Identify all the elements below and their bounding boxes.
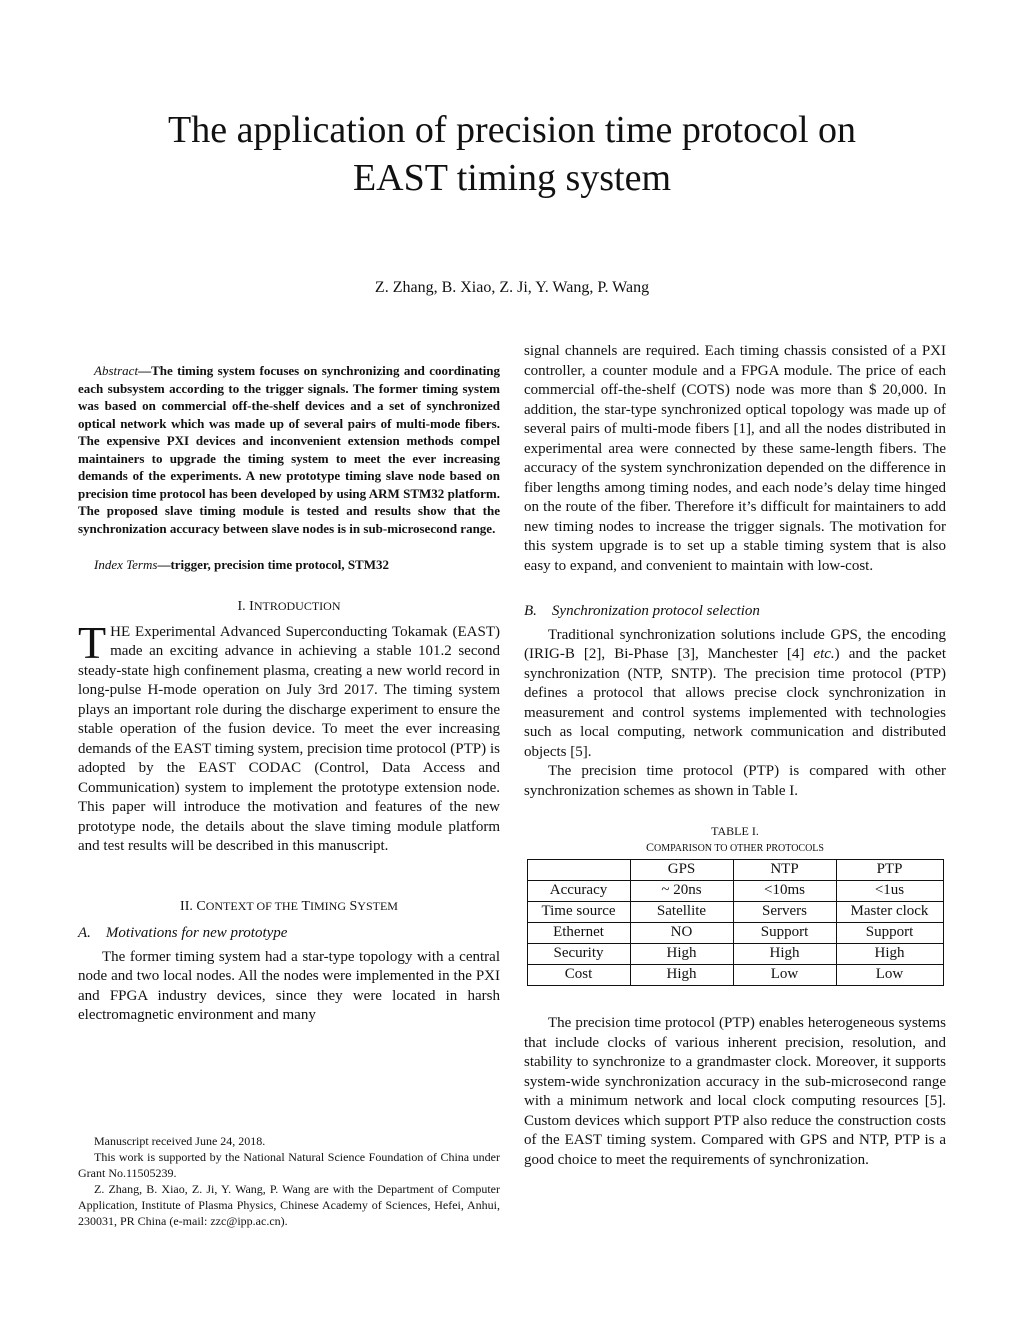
section-number: I. [237,599,246,614]
author-list: Z. Zhang, B. Xiao, Z. Ji, Y. Wang, P. Wang [374,279,650,296]
drop-cap: T [78,616,107,668]
introduction-text: HE Experimental Advanced Superconducting Tokamak (EAST) made an exciting advance in achieving a stable 101.2 second steady-state high confinement plasma, creating a new world record in long-pulse H-mode operation on July 3rd 2017. The timing system plays an important role during the discharge experiment to ensure the stable operation of the fusion device. To meet the ever increasing demands of the EAST timing system, precision time protocol (PTP) is adopted by the EAST CODAC (Control, Data Access and Communication) system to implement the prototype extension node. This paper will introduce the motivation and features of the new prototype node, the details about the slave timing module platform and test results will be described in this manuscript. [78,623,500,854]
table-header-cell: NTP [733,860,836,881]
right-column [524,342,946,1170]
table-header-cell [527,860,630,881]
section-heading-context [78,897,500,917]
table-cell: High [630,944,733,965]
text-run: ) and the packet synchronization (NTP, SNTP). The precision time protocol (PTP) defines a protocol that allows precise clock synchronization in measurement and control systems implemented with technologies such as local computing, network communication and distributed objects [5]. [524,646,946,760]
table-row [527,965,943,986]
table-cell: <10ms [733,881,836,902]
table-header-row [527,860,943,881]
index-terms-text: —trigger, precision time protocol, STM32 [157,557,389,572]
footnote-affiliation: Z. Zhang, B. Xiao, Z. Ji, Y. Wang, P. Wang are with the Department of Computer Application, Institute of Plasma Physics, Chinese Academy of Sciences, Hefei, Anhui, 230031, PR China (e-mail: zzc@ipp.ac.cn). [78,1182,500,1228]
section-number: II. [180,898,193,914]
ptp-summary-paragraph: The precision time protocol (PTP) enables heterogeneous systems that include clocks of various inherent precision, resolution, and stability to synchronize to a grandmaster clock. Moreover, it supports system-wide synchronization accuracy in the sub-microsecond range with a minimum network and local clock computing resources [5]. Custom devices which support PTP also reduce the construction costs of the EAST timing system. Compared with GPS and NTP, PTP is a good choice to meet the requirements of synchronization. [524,1015,946,1168]
table-row [527,902,943,923]
table-cell: Master clock [836,902,943,923]
section-title-first: I [249,599,254,614]
table-cell: High [630,965,733,986]
table-cell: High [836,944,943,965]
table-cell: NO [630,923,733,944]
index-terms-lead: Index Terms [94,557,158,572]
table-row [527,944,943,965]
subsection-heading-motivations: A. Motivations for new prototype [78,925,288,941]
footnote-received: Manuscript received June 24, 2018. [94,1134,266,1148]
section-title-part: S [349,898,358,914]
table-cell: Low [733,965,836,986]
section-title-part: T [301,898,310,914]
table-cell: Low [836,965,943,986]
table-cell: Accuracy [527,881,630,902]
title-line-2: EAST timing system [352,157,672,199]
motivations-paragraph-right: signal channels are required. Each timing chassis consisted of a PXI controller, a counter module and a FPGA module. The price of each commercial off-the-shelf (COTS) node was more than $ 20,000. In addition, the star-type synchronized optical topology was made up of several pairs of multi-mode fibers [1], and all the nodes distributed in experimental area were connected by these same-length fibers. The accuracy of the system synchronization depended on the difference in fiber lengths among timing nodes, and each node’s delay time hinged on the route of the fiber. Therefore it’s difficult for maintainers to add new timing nodes to increase the trigger signals. The motivation for this system upgrade is to set up a stable timing system that is also easy to expand, and convenient to maintain with low-cost. [524,343,946,574]
table-cell: Time source [527,902,630,923]
table-row [527,923,943,944]
table-cell: Servers [733,902,836,923]
table-cell: Satellite [630,902,733,923]
table-cell: Cost [527,965,630,986]
abstract-text: —The timing system focuses on synchronizing and coordinating each subsystem according to the trigger signals. The former timing system was based on commercial off-the-shelf devices and a set of synchronized optical network which was made up of several pairs of multi-mode fibers. The expensive PXI devices and inconvenient extension methods compel maintainers to upgrade the timing system to meet the ever increasing demands of the experiments. A new prototype timing slave node based on precision time protocol has been developed by using ARM STM32 platform. The proposed slave timing module is tested and results show that the synchronization accuracy between slave nodes is in sub-microsecond range. [78,363,500,536]
table-cell: Support [733,923,836,944]
section-title-part: IMING [310,898,346,913]
section-heading-introduction [78,597,500,617]
table-title [524,839,946,857]
table-cell: <1us [836,881,943,902]
abstract-lead: Abstract [94,363,139,378]
section-title-part: C [196,898,206,914]
footnote-funding: This work is supported by the National Natural Science Foundation of China under Grant No.11505239. [78,1150,500,1180]
left-column [78,362,500,1026]
introduction-paragraph [78,616,500,857]
section-title-part: YSTEM [357,898,398,913]
protocol-selection-paragraph-2: The precision time protocol (PTP) is compared with other synchronization schemes as shown in Table I. [524,763,946,799]
table-label: TABLE I. [711,824,759,838]
title-line-1: The application of precision time protocol on [167,109,857,151]
table-cell: High [733,944,836,965]
table-title-rest: OMPARISON TO OTHER PROTOCOLS [654,843,824,854]
section-title-rest: NTRODUCTION [253,599,341,613]
table-caption [524,823,946,857]
text-run-italic: etc. [813,646,835,662]
motivations-paragraph-left: The former timing system had a star-type topology with a central node and two local nodes. All the nodes were implemented in the PXI and FPGA industry devices, since they were located in harsh electromagnetic environment and many [78,948,500,1023]
comparison-table [527,859,944,986]
protocol-selection-paragraph-1 [524,626,946,763]
table-header-cell: PTP [836,860,943,881]
table-cell: Ethernet [527,923,630,944]
abstract [78,362,500,537]
subsection-heading-protocol-selection: B. Synchronization protocol selection [524,603,760,619]
table-row [527,881,943,902]
table-cell: Support [836,923,943,944]
section-title-part: ONTEXT OF THE [205,898,298,913]
table-cell: ~ 20ns [630,881,733,902]
table-cell: Security [527,944,630,965]
text-run: Traditional synchronization solutions include GPS, the encoding (IRIG-B [2], Bi-Phase [3], Manchester [4] [524,626,946,662]
table-header-cell: GPS [630,860,733,881]
paper-title [0,106,1024,202]
table-title-first: C [646,840,655,854]
index-terms [78,556,500,573]
footnotes [78,1133,500,1229]
